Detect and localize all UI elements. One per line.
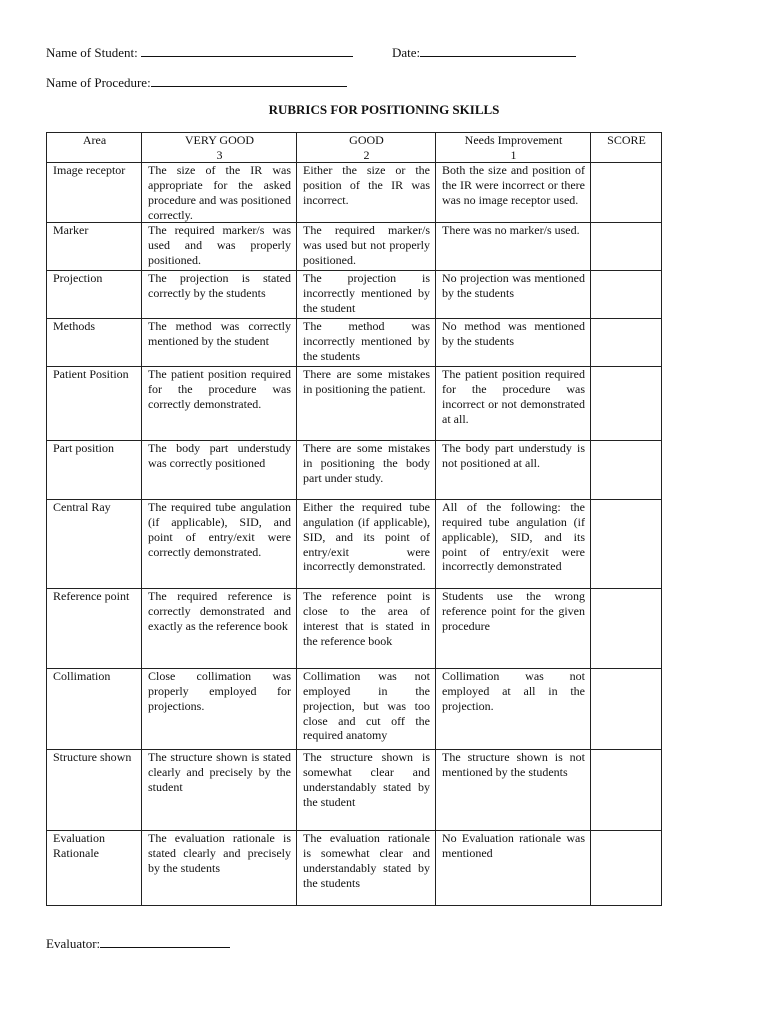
good-cell: Collimation was not employed in the projection, but was too close and cut off the required anatomy <box>297 669 436 750</box>
very-good-cell: The evaluation rationale is stated clearly and precisely by the students <box>142 831 297 906</box>
page-title: RUBRICS FOR POSITIONING SKILLS <box>268 102 500 117</box>
table-row <box>47 163 662 223</box>
table-header-row <box>47 133 662 163</box>
table-row <box>47 831 662 906</box>
column-header-label: Needs Improvement <box>464 133 563 147</box>
needs-improvement-cell: The body part understudy is not positioned at all. <box>436 441 591 500</box>
good-cell: The required marker/s was used but not properly positioned. <box>297 223 436 271</box>
column-header-score: 1 <box>510 147 517 162</box>
score-cell[interactable] <box>591 669 662 750</box>
very-good-cell: The projection is stated correctly by the students <box>142 271 297 319</box>
table-row <box>47 750 662 831</box>
area-cell: Projection <box>47 271 142 319</box>
student-name-field[interactable] <box>141 44 353 57</box>
table-row <box>47 271 662 319</box>
good-cell: The method was incorrectly mentioned by the students <box>297 319 436 367</box>
very-good-cell: The required marker/s was used and was properly positioned. <box>142 223 297 271</box>
very-good-cell: The method was correctly mentioned by the student <box>142 319 297 367</box>
area-cell: Structure shown <box>47 750 142 831</box>
column-header-good <box>297 133 436 163</box>
column-header-label: SCORE <box>607 133 646 147</box>
area-cell: Marker <box>47 223 142 271</box>
score-cell[interactable] <box>591 271 662 319</box>
column-header-label: GOOD <box>349 133 384 147</box>
area-cell: Collimation <box>47 669 142 750</box>
column-header-label: Area <box>82 133 107 147</box>
score-cell[interactable] <box>591 500 662 589</box>
area-cell: Image receptor <box>47 163 142 223</box>
table-row <box>47 441 662 500</box>
very-good-cell: The body part understudy was correctly positioned <box>142 441 297 500</box>
needs-improvement-cell: There was no marker/s used. <box>436 223 591 271</box>
date-label: Date: <box>392 45 421 60</box>
needs-improvement-cell: Both the size and position of the IR were incorrect or there was no image receptor used. <box>436 163 591 223</box>
good-cell: The reference point is close to the area of interest that is stated in the reference book <box>297 589 436 669</box>
column-header-needs-improvement <box>436 133 591 163</box>
very-good-cell: The structure shown is stated clearly and precisely by the student <box>142 750 297 831</box>
needs-improvement-cell: The patient position required for the procedure was incorrect or not demonstrated at all. <box>436 367 591 441</box>
table-row <box>47 367 662 441</box>
area-cell: Central Ray <box>47 500 142 589</box>
needs-improvement-cell: No projection was mentioned by the students <box>436 271 591 319</box>
score-cell[interactable] <box>591 831 662 906</box>
needs-improvement-cell: The structure shown is not mentioned by the students <box>436 750 591 831</box>
good-cell: There are some mistakes in positioning the body part under study. <box>297 441 436 500</box>
column-header-score: 3 <box>216 147 223 162</box>
needs-improvement-cell: Students use the wrong reference point for the given procedure <box>436 589 591 669</box>
very-good-cell: The size of the IR was appropriate for the asked procedure and was positioned correctly. <box>142 163 297 223</box>
good-cell: The structure shown is somewhat clear and understandably stated by the student <box>297 750 436 831</box>
date-field[interactable] <box>420 44 576 57</box>
score-cell[interactable] <box>591 589 662 669</box>
student-name-label: Name of Student: <box>46 45 138 60</box>
table-row <box>47 669 662 750</box>
good-cell: Either the size or the position of the IR was incorrect. <box>297 163 436 223</box>
very-good-cell: The required tube angulation (if applicable), SID, and point of entry/exit were correctly demonstrated. <box>142 500 297 589</box>
good-cell: The evaluation rationale is somewhat clear and understandably stated by the students <box>297 831 436 906</box>
rubric-table <box>46 132 662 906</box>
student-name-line <box>46 44 353 61</box>
area-cell: Reference point <box>47 589 142 669</box>
good-cell: The projection is incorrectly mentioned by the student <box>297 271 436 319</box>
very-good-cell: The required reference is correctly demonstrated and exactly as the reference book <box>142 589 297 669</box>
score-cell[interactable] <box>591 319 662 367</box>
very-good-cell: The patient position required for the procedure was correctly demonstrated. <box>142 367 297 441</box>
column-header-area <box>47 133 142 163</box>
area-cell: Part position <box>47 441 142 500</box>
very-good-cell: Close collimation was properly employed for projections. <box>142 669 297 750</box>
table-row <box>47 500 662 589</box>
evaluator-field[interactable] <box>100 935 230 948</box>
procedure-name-field[interactable] <box>151 74 347 87</box>
column-header-label: VERY GOOD <box>184 133 255 147</box>
needs-improvement-cell: No method was mentioned by the students <box>436 319 591 367</box>
procedure-name-line <box>46 74 347 91</box>
good-cell: Either the required tube angulation (if applicable), SID, and its point of entry/exit were incorrectly demonstrated. <box>297 500 436 589</box>
score-cell[interactable] <box>591 750 662 831</box>
column-header-score-total <box>591 133 662 163</box>
area-cell: Patient Position <box>47 367 142 441</box>
score-cell[interactable] <box>591 163 662 223</box>
good-cell: There are some mistakes in positioning the patient. <box>297 367 436 441</box>
table-row <box>47 589 662 669</box>
score-cell[interactable] <box>591 223 662 271</box>
procedure-name-label: Name of Procedure: <box>46 75 151 90</box>
area-cell: Evaluation Rationale <box>47 831 142 906</box>
column-header-score: 2 <box>363 147 370 162</box>
date-line <box>392 44 576 61</box>
area-cell: Methods <box>47 319 142 367</box>
needs-improvement-cell: All of the following: the required tube angulation (if applicable), SID, and its point of entry/exit were incorrectly demonstrated <box>436 500 591 589</box>
score-cell[interactable] <box>591 441 662 500</box>
table-row <box>47 223 662 271</box>
evaluator-label: Evaluator: <box>46 936 101 951</box>
score-cell[interactable] <box>591 367 662 441</box>
needs-improvement-cell: Collimation was not employed at all in the projection. <box>436 669 591 750</box>
column-header-very-good <box>142 133 297 163</box>
evaluator-line <box>46 935 230 952</box>
table-row <box>47 319 662 367</box>
needs-improvement-cell: No Evaluation rationale was mentioned <box>436 831 591 906</box>
